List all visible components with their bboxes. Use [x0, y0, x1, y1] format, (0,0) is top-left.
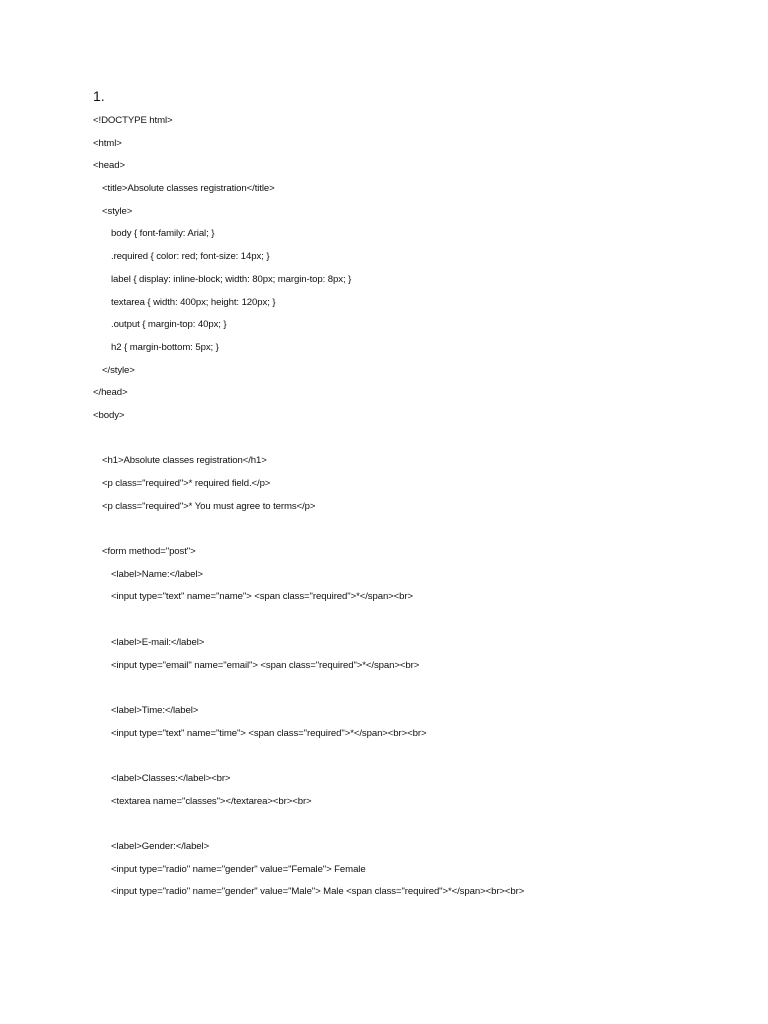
code-listing [0, 110, 768, 904]
blank-line [0, 677, 768, 700]
code-line: <input type="email" name="email"> <span class="required">*</span><br> [111, 659, 420, 671]
code-line: <head> [93, 160, 125, 172]
code-line: <input type="radio" name="gender" value="Male"> Male <span class="required">*</span><br><br> [111, 886, 525, 898]
code-line: <input type="text" name="name"> <span class="required">*</span><br> [111, 591, 414, 603]
code-line: textarea { width: 400px; height: 120px; } [111, 296, 276, 308]
blank-line [0, 609, 768, 632]
code-line: .required { color: red; font-size: 14px; } [111, 251, 270, 263]
code-line: h2 { margin-bottom: 5px; } [111, 341, 219, 353]
code-line: <body> [93, 409, 125, 421]
code-line: .output { margin-top: 40px; } [111, 319, 227, 331]
code-line: body { font-family: Arial; } [111, 228, 215, 240]
code-line: <input type="radio" name="gender" value="Female"> Female [111, 863, 366, 875]
code-line: <!DOCTYPE html> [93, 115, 173, 126]
code-line: <title>Absolute classes registration</title> [102, 183, 275, 195]
code-line: <html> [93, 137, 122, 149]
code-line: <textarea name="classes"></textarea><br><br> [111, 795, 312, 807]
code-line: <p class="required">* You must agree to terms</p> [102, 500, 316, 512]
blank-line [0, 518, 768, 541]
code-line: <p class="required">* required field.</p> [102, 478, 271, 489]
code-line: <form method="post"> [102, 546, 196, 558]
code-line: <label>Classes:</label><br> [111, 772, 231, 784]
code-line: <style> [102, 205, 133, 217]
code-line: <label>E-mail:</label> [111, 636, 205, 648]
blank-line [0, 428, 768, 451]
code-line: </style> [102, 364, 135, 376]
blank-line [0, 745, 768, 768]
blank-line [0, 813, 768, 836]
item-number: 1. [93, 88, 105, 104]
code-line: label { display: inline-block; width: 80px; margin-top: 8px; } [111, 273, 352, 285]
code-line: <input type="text" name="time"> <span class="required">*</span><br><br> [111, 727, 427, 739]
code-line: <label>Time:</label> [111, 704, 199, 716]
code-line: <label>Gender:</label> [111, 841, 210, 852]
code-line: <label>Name:</label> [111, 568, 203, 580]
code-line: <h1>Absolute classes registration</h1> [102, 455, 267, 467]
code-line: </head> [93, 387, 128, 399]
